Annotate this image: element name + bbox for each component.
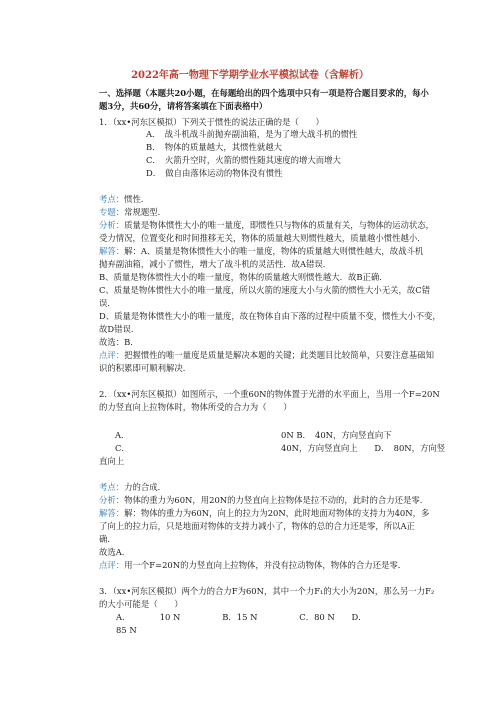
kaodian-text: 惯性． xyxy=(124,194,150,204)
jieda-text: 解：A、质量是物体惯性大小的唯一量度，物体的质量越大则惯性越大，故战斗机 xyxy=(124,246,424,256)
question-2-stem-cont: 的力竖直向上拉物体时，物体所受的合力为（ ） xyxy=(99,402,292,412)
q1-jieda-line-6: D、质量是物体惯性大小的唯一量度，故在物体自由下落的过程中质量不变，惯性大小不变， xyxy=(99,311,441,321)
dianping-text: 用一个F=20N的力竖直向上拉物体，并没有拉动物体，物体的合力还是零． xyxy=(124,560,407,570)
q1-answer: 故选：B． xyxy=(99,337,139,347)
fenxi-label: 分析： xyxy=(99,495,125,505)
q1-option-c: C． 火箭升空时，火箭的惯性随其速度的增大而增大 xyxy=(146,155,341,165)
q2-option-cont: 直向上 xyxy=(99,456,125,466)
q2-dianping xyxy=(99,559,439,571)
q2-option-a-label: A． xyxy=(115,430,130,440)
q2-jieda-line-2: 了向上的拉力后，只是地面对物体的支持力减小了，物体的总的合力还是零，所以A正 xyxy=(99,521,415,531)
fenxi-label: 分析： xyxy=(99,220,125,230)
q2-option-a-b: 0N B． 40N，方向竖直向下 xyxy=(281,430,392,440)
q2-option-row-1 xyxy=(99,429,439,441)
jieda-label: 解答： xyxy=(99,508,125,518)
q3-options: A． 10 N B．15 N C．80 N D． xyxy=(116,612,367,622)
q2-jieda xyxy=(99,507,439,519)
q2-kaodian xyxy=(99,481,439,493)
kaodian-text: 力的合成． xyxy=(124,482,166,492)
dianping-label: 点评： xyxy=(99,560,125,570)
q1-zhuanti xyxy=(99,206,439,218)
q1-option-d: D． 做自由落体运动的物体没有惯性 xyxy=(146,168,283,178)
question-3-stem-cont: 的大小可能是（ ） xyxy=(99,599,183,609)
question-2-stem: 2．（xx•河东区模拟）如图所示，一个重60N的物体置于光滑的水平面上，当用一个F=20N xyxy=(99,389,440,399)
q1-jieda-line-2: 抛弃副油箱，减小了惯性，增大了战斗机的灵活性．故A错误． xyxy=(99,259,332,269)
section-heading-cont: 题3分，共60分，请将答案填在下面表格中） xyxy=(99,101,268,111)
fenxi-text: 物体的重力为60N，用20N的力竖直向上拉物体是拉不动的，此时的合力还是零． xyxy=(124,495,429,505)
q1-kaodian xyxy=(99,193,439,205)
q1-dianping-cont: 识的积累即可顺利解决． xyxy=(99,363,192,373)
q2-jieda-line-3: 确． xyxy=(99,534,116,544)
q2-option-c-label: C． xyxy=(115,443,130,453)
jieda-text: 解：物体的重力为60N，向上的拉力为20N，此时地面对物体的支持力为40N，多 xyxy=(124,508,430,518)
jieda-label: 解答： xyxy=(99,246,125,256)
q1-option-a: A． 战斗机战斗前抛弃副油箱，是为了增大战斗机的惯性 xyxy=(146,129,358,139)
dianping-label: 点评： xyxy=(99,350,125,360)
kaodian-label: 考点： xyxy=(99,194,125,204)
q1-jieda xyxy=(99,245,439,257)
q3-option-d-value: 85 N xyxy=(116,625,137,635)
q1-jieda-line-5: 误． xyxy=(99,298,116,308)
q2-fenxi xyxy=(99,494,439,506)
q2-option-row-2 xyxy=(99,442,446,454)
section-heading: 一、选择题（本题共20小题，在每题给出的四个选项中只有一项是符合题目要求的，每小 xyxy=(99,88,429,98)
q2-option-c-d: 40N，方向竖直向上 D． 80N，方向竖 xyxy=(281,443,446,453)
question-3-stem: 3．（xx•河东区模拟）两个力的合力F为60N，其中一个力F₁的大小为20N，那么另一力F₂ xyxy=(99,586,435,596)
question-1-stem: 1．（xx•河东区模拟）下列关于惯性的说法正确的是（ ） xyxy=(99,117,324,127)
q1-fenxi-cont: 受力情况，位置变化和时间推移无关，物体的质量越大则惯性越大，质量越小惯性越小． xyxy=(99,233,426,243)
q1-jieda-line-3: B、质量是物体惯性大小的唯一量度，物体的质量越大则惯性越大．故B正确． xyxy=(99,272,388,282)
zhuanti-text: 常规题型． xyxy=(124,207,166,217)
page-title: 2022年高一物理下学期学业水平模拟试卷（含解析） xyxy=(131,70,369,81)
q1-jieda-line-4: C、质量是物体惯性大小的唯一量度，所以火箭的速度大小与火箭的惯性大小无关，故C错 xyxy=(99,285,431,295)
q1-option-b: B． 物体的质量越大，其惯性就越大 xyxy=(146,142,282,152)
q1-dianping xyxy=(99,349,439,361)
zhuanti-label: 专题： xyxy=(99,207,125,217)
q1-jieda-line-7: 故D错误． xyxy=(99,324,140,334)
fenxi-text: 质量是物体惯性大小的唯一量度，即惯性只与物体的质量有关，与物体的运动状态， xyxy=(124,220,434,230)
kaodian-label: 考点： xyxy=(99,482,125,492)
dianping-text: 把握惯性的唯一量度是质量是解决本题的关键；此类题目比较简单，只要注意基础知 xyxy=(124,350,434,360)
q1-fenxi xyxy=(99,219,439,231)
q2-answer: 故选A． xyxy=(99,547,131,557)
